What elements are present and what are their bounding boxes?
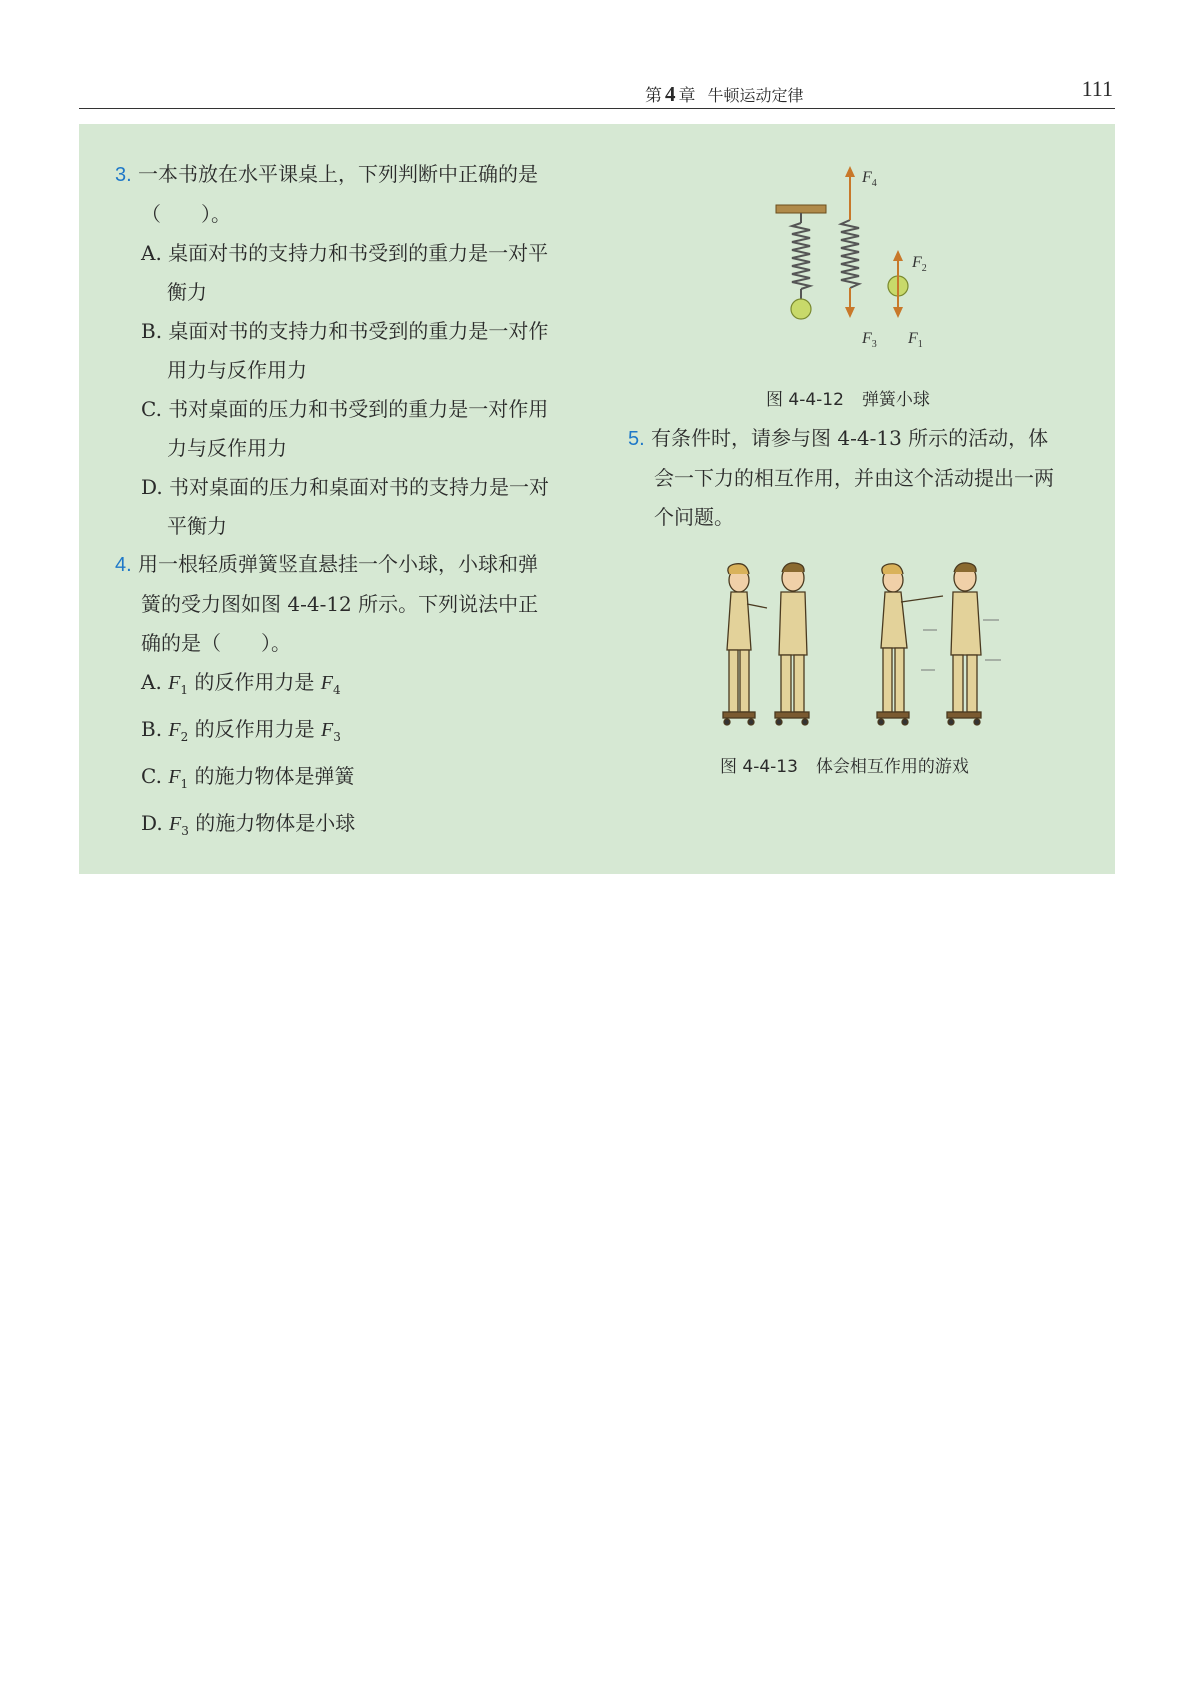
figure-13-caption <box>720 752 969 777</box>
option-letter: C. <box>141 764 162 788</box>
label-subscript: 2 <box>921 263 927 274</box>
force-symbol: F <box>169 813 182 835</box>
q4-stem-line-1 <box>115 545 538 585</box>
q3-option-c-cont: 力与反作用力 <box>167 436 287 460</box>
question-number: 4. <box>115 554 132 576</box>
chapter-suffix: 章 <box>678 86 696 106</box>
q5-stem-line-2: 会一下力的相互作用，并由这个活动提出一两 <box>654 466 1054 490</box>
label-subscript: 3 <box>871 339 877 350</box>
option-text: 的反作用力是 <box>194 670 315 694</box>
q3-stem-line-1 <box>115 155 549 195</box>
q4-option-d <box>115 804 538 851</box>
q3-stem-text: 一本书放在水平课桌上，下列判断中正确的是 <box>138 162 539 186</box>
girl-figure <box>723 564 767 725</box>
label-f2 <box>911 254 927 274</box>
question-3 <box>115 155 549 546</box>
pair-before-push <box>723 563 809 725</box>
label-f4 <box>861 169 877 189</box>
boy-figure-pushed <box>947 563 981 725</box>
q3-option-b-cont: 用力与反作用力 <box>167 358 307 382</box>
boy-figure <box>775 563 809 725</box>
force-subscript: 1 <box>180 777 189 791</box>
label-symbol: F <box>862 330 872 347</box>
running-header <box>79 70 1115 109</box>
arrow-f4-head <box>845 166 855 177</box>
force-subscript: 3 <box>333 730 341 744</box>
force-subscript: 3 <box>181 824 189 838</box>
spring-ball-figure <box>770 160 950 360</box>
force-symbol: F <box>320 672 333 694</box>
q4-stem-line-2: 簧的受力图如图 4-4-12 所示。下列说法中正 <box>141 592 539 616</box>
chapter-heading <box>645 81 804 107</box>
q3-option-a: A. 桌面对书的支持力和书受到的重力是一对平 <box>141 241 549 265</box>
ceiling-bar <box>776 205 826 213</box>
q5-stem-line-1 <box>628 419 1054 459</box>
q4-stem-text: 用一根轻质弹簧竖直悬挂一个小球，小球和弹 <box>138 552 539 576</box>
free-spring <box>841 220 859 288</box>
q4-option-c <box>115 757 538 804</box>
label-symbol: F <box>912 254 922 271</box>
q5-stem-line-3: 个问题。 <box>654 505 734 529</box>
label-subscript: 4 <box>871 178 877 189</box>
q3-option-c: C. 书对桌面的压力和书受到的重力是一对作用 <box>141 397 549 421</box>
caption-title: 体会相互作用的游戏 <box>815 757 969 777</box>
chapter-number: 4 <box>665 82 676 106</box>
option-letter: D. <box>141 811 163 835</box>
figure-12-caption <box>766 385 930 410</box>
force-symbol: F <box>168 672 181 694</box>
option-text: 的施力物体是弹簧 <box>194 764 355 788</box>
question-number: 5. <box>628 428 645 450</box>
force-subscript: 1 <box>180 683 189 697</box>
caption-number: 图 4-4-12 <box>766 390 844 410</box>
skaters-figure <box>715 560 1015 730</box>
question-number: 3. <box>115 164 132 186</box>
q4-option-b <box>115 710 538 757</box>
option-text: 的反作用力是 <box>194 717 315 741</box>
option-letter: A. <box>141 670 162 694</box>
force-symbol: F <box>321 719 334 741</box>
q3-option-b: B. 桌面对书的支持力和书受到的重力是一对作 <box>141 319 549 343</box>
label-f1 <box>907 330 923 350</box>
girl-figure-pushing <box>877 564 943 725</box>
question-5 <box>628 419 1054 537</box>
q3-stem-line-2: （ ）。 <box>141 202 231 226</box>
caption-title: 弹簧小球 <box>861 390 930 410</box>
force-symbol: F <box>168 766 181 788</box>
label-symbol: F <box>908 330 918 347</box>
q3-option-d: D. 书对桌面的压力和桌面对书的支持力是一对 <box>141 475 550 499</box>
force-subscript: 4 <box>332 683 341 697</box>
q3-option-d-cont: 平衡力 <box>167 514 227 538</box>
question-4 <box>115 545 538 851</box>
caption-number: 图 4-4-13 <box>720 757 798 777</box>
option-text: 的施力物体是小球 <box>195 811 356 835</box>
chapter-prefix: 第 <box>645 86 662 106</box>
force-symbol: F <box>168 719 181 741</box>
label-subscript: 1 <box>917 339 923 350</box>
q3-option-a-cont: 衡力 <box>167 280 207 304</box>
ball <box>791 299 811 319</box>
q4-option-a <box>115 663 538 710</box>
arrow-f1-head <box>893 307 903 318</box>
chapter-title: 牛顿运动定律 <box>707 86 804 105</box>
arrow-f3-head <box>845 307 855 318</box>
pair-after-push <box>877 563 1001 725</box>
page-number: 111 <box>1081 76 1113 101</box>
option-letter: B. <box>141 717 163 741</box>
label-f3 <box>861 330 877 350</box>
arrow-f2-head <box>893 250 903 261</box>
q5-stem-text: 有条件时，请参与图 4-4-13 所示的活动，体 <box>651 426 1049 450</box>
left-spring <box>792 223 810 289</box>
force-subscript: 2 <box>180 730 189 744</box>
label-symbol: F <box>862 169 872 186</box>
q4-stem-line-3: 确的是（ ）。 <box>141 631 291 655</box>
